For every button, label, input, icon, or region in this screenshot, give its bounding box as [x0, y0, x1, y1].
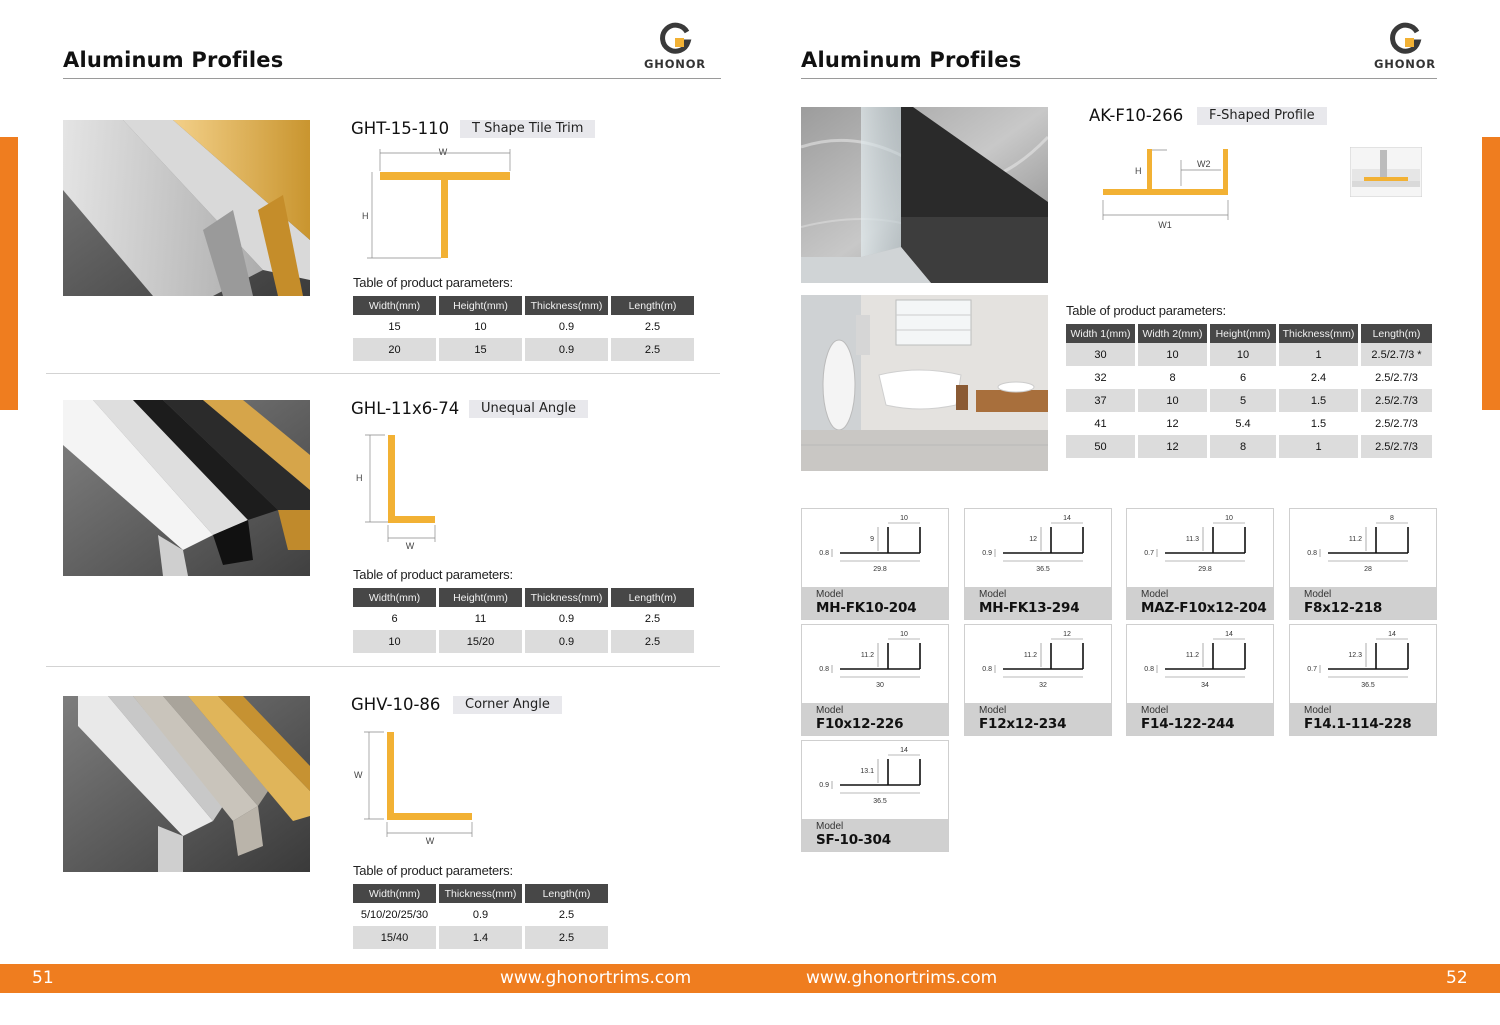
table-cell: 5.4 — [1235, 417, 1251, 430]
dim-w-horizontal-label: W — [425, 836, 435, 846]
col-header: Height(mm) — [439, 588, 522, 607]
dim-height: 11.3 — [1185, 536, 1199, 543]
table-row — [1066, 343, 1432, 366]
dim-w-label: W — [405, 541, 415, 551]
table-cell: 1 — [1279, 435, 1358, 458]
table-cell: 15 — [388, 320, 401, 333]
table-cell: 2.4 — [1310, 371, 1327, 384]
product-name-badge: T Shape Tile Trim — [460, 120, 595, 138]
dim-top: 14 — [1225, 631, 1233, 638]
table-row — [353, 315, 694, 338]
product-code: AK-F10-266 — [1089, 106, 1184, 125]
table-row — [1066, 412, 1432, 435]
dim-thickness: 0.8 — [1144, 666, 1154, 673]
table-label: Table of product parameters: — [1066, 303, 1226, 318]
right-page-number: 52 — [1446, 968, 1468, 988]
right-header-rule — [801, 78, 1437, 79]
dim-thickness: 0.7 — [1307, 666, 1317, 673]
table-row — [353, 926, 608, 949]
model-card — [1126, 508, 1274, 620]
product-code: GHV-10-86 — [351, 695, 441, 714]
left-logo — [640, 22, 710, 71]
section-divider — [46, 373, 720, 374]
left-edge-tab — [0, 137, 18, 410]
unequal-angle-photo — [63, 400, 310, 576]
model-card — [801, 508, 949, 620]
table-row — [1066, 435, 1432, 458]
profile-drawing — [802, 741, 948, 819]
table-cell: 8 — [1210, 435, 1276, 458]
model-footer — [802, 587, 948, 619]
product-name-badge: Unequal Angle — [469, 400, 588, 418]
model-card — [801, 624, 949, 736]
dim-width: 36.5 — [873, 798, 887, 805]
col-header: Thickness(mm) — [525, 296, 608, 315]
dim-height: 11.2 — [1348, 536, 1362, 543]
table-cell: 2.5 — [525, 926, 608, 949]
table-cell: 10 — [474, 320, 487, 333]
table-header-row — [353, 296, 694, 315]
dim-height: 12.3 — [1348, 652, 1362, 659]
right-edge-tab — [1482, 137, 1500, 410]
dim-top: 14 — [1388, 631, 1396, 638]
installation-section-diagram — [1350, 147, 1422, 197]
left-header-rule — [63, 78, 721, 79]
table-cell: 1 — [1279, 343, 1358, 366]
model-name: F14-122-244 — [1141, 716, 1235, 732]
table-cell: 2.5 — [611, 630, 694, 653]
model-name: F14.1-114-228 — [1304, 716, 1412, 732]
dim-top: 14 — [1063, 515, 1071, 522]
table-header-row — [1066, 324, 1432, 343]
table-label: Table of product parameters: — [353, 567, 513, 582]
dim-width: 30 — [876, 682, 884, 689]
model-name: F10x12-226 — [816, 716, 904, 732]
dim-h-label: H — [356, 473, 363, 483]
profile-drawing — [802, 625, 948, 703]
dim-thickness: 0.8 — [982, 666, 992, 673]
dim-height: 9 — [870, 536, 874, 543]
table-cell: 0.9 — [525, 630, 608, 653]
right-footer-url[interactable]: www.ghonortrims.com — [806, 968, 998, 988]
table-cell: 2.5/2.7/3 — [1375, 417, 1418, 430]
corner-angle-param-table — [350, 884, 611, 949]
left-page-title: Aluminum Profiles — [63, 48, 284, 72]
model-footer — [965, 587, 1111, 619]
table-cell: 15/40 — [353, 926, 436, 949]
model-label: Model — [1304, 705, 1332, 716]
model-label: Model — [816, 821, 844, 832]
profile-drawing — [1290, 625, 1436, 703]
col-header: Length(m) — [611, 296, 694, 315]
model-footer — [1127, 703, 1273, 735]
model-name: MAZ-F10x12-204 — [1141, 600, 1267, 616]
table-cell: 2.5 — [558, 908, 575, 921]
table-cell: 10 — [1138, 343, 1207, 366]
dim-width: 29.8 — [873, 566, 887, 573]
table-cell: 0.9 — [558, 612, 575, 625]
dim-thickness: 0.8 — [819, 666, 829, 673]
table-cell: 1.5 — [1310, 417, 1327, 430]
dim-thickness: 0.8 — [819, 550, 829, 557]
table-cell: 1.5 — [1279, 389, 1358, 412]
col-header: Length(m) — [611, 588, 694, 607]
model-label: Model — [979, 589, 1007, 600]
table-cell: 12 — [1138, 435, 1207, 458]
model-label: Model — [1304, 589, 1332, 600]
dim-thickness: 0.7 — [1144, 550, 1154, 557]
dim-top: 10 — [1225, 515, 1233, 522]
dim-top: 14 — [900, 747, 908, 754]
product-name-badge: F-Shaped Profile — [1197, 107, 1327, 125]
table-cell: 2.5/2.7/3 * — [1361, 343, 1432, 366]
dim-top: 8 — [1390, 515, 1394, 522]
t-shape-trim-photo — [63, 120, 310, 296]
model-label: Model — [816, 705, 844, 716]
table-cell: 5/10/20/25/30 — [360, 908, 429, 921]
model-name: SF-10-304 — [816, 832, 891, 848]
product-name-badge: Corner Angle — [453, 696, 562, 714]
table-label: Table of product parameters: — [353, 863, 513, 878]
table-cell: 12 — [1166, 417, 1179, 430]
col-header: Height(mm) — [439, 296, 522, 315]
table-cell: 8 — [1169, 371, 1176, 384]
model-card — [964, 624, 1112, 736]
glass-shower-profile-photo — [801, 107, 1048, 283]
table-row — [1066, 366, 1432, 389]
col-header: Width(mm) — [353, 588, 436, 607]
dim-thickness: 0.9 — [819, 782, 829, 789]
table-cell: 0.9 — [472, 908, 489, 921]
table-cell: 30 — [1066, 343, 1135, 366]
left-page-number: 51 — [32, 968, 54, 988]
col-header: Thickness(mm) — [439, 884, 522, 903]
col-header: Thickness(mm) — [1279, 324, 1358, 343]
bathroom-scene-photo — [801, 295, 1048, 471]
dim-width: 34 — [1201, 682, 1209, 689]
dim-width: 28 — [1364, 566, 1372, 573]
profile-drawing — [1290, 509, 1436, 587]
table-cell: 10 — [1210, 343, 1276, 366]
profile-drawing — [1127, 625, 1273, 703]
col-header: Width(mm) — [353, 296, 436, 315]
col-header: Width 1(mm) — [1066, 324, 1135, 343]
right-logo — [1370, 22, 1440, 71]
table-cell: 15 — [439, 338, 522, 361]
right-logo-text: GHONOR — [1374, 57, 1436, 71]
unequal-angle-diagram — [350, 430, 450, 554]
model-card — [1289, 624, 1437, 736]
table-cell: 2.5 — [611, 338, 694, 361]
table-cell: 2.5 — [644, 612, 661, 625]
model-label: Model — [1141, 589, 1169, 600]
profile-drawing — [1127, 509, 1273, 587]
f-shape-diagram — [1095, 140, 1235, 235]
dim-h-label: H — [1135, 166, 1142, 176]
t-shape-diagram — [355, 145, 525, 263]
table-cell: 15/20 — [439, 630, 522, 653]
model-name: F8x12-218 — [1304, 600, 1383, 616]
model-card — [1289, 508, 1437, 620]
dim-width: 36.5 — [1036, 566, 1050, 573]
table-header-row — [353, 588, 694, 607]
table-cell: 41 — [1094, 417, 1107, 430]
dim-top: 10 — [900, 515, 908, 522]
left-logo-text: GHONOR — [644, 57, 706, 71]
f-profile-param-table — [1063, 324, 1435, 458]
table-row — [1066, 389, 1432, 412]
dim-h-label: H — [362, 211, 369, 221]
col-header: Width 2(mm) — [1138, 324, 1207, 343]
dim-thickness: 0.9 — [982, 550, 992, 557]
right-page-title: Aluminum Profiles — [801, 48, 1022, 72]
col-header: Length(m) — [1361, 324, 1432, 343]
table-cell: 0.9 — [525, 338, 608, 361]
product-code: GHL-11x6-74 — [351, 399, 460, 418]
dim-height: 11.2 — [1023, 652, 1037, 659]
section-divider — [46, 666, 720, 667]
dim-height: 12 — [1029, 536, 1037, 543]
dim-height: 11.2 — [860, 652, 874, 659]
corner-angle-diagram — [350, 727, 480, 849]
table-row — [353, 630, 694, 653]
table-cell: 6 — [391, 612, 398, 625]
dim-w-vertical-label: W — [354, 770, 363, 780]
table-cell: 2.5/2.7/3 — [1361, 435, 1432, 458]
table-cell: 37 — [1066, 389, 1135, 412]
table-row — [353, 607, 694, 630]
dim-width: 32 — [1039, 682, 1047, 689]
table-header-row — [353, 884, 608, 903]
col-header: Length(m) — [525, 884, 608, 903]
table-cell: 32 — [1094, 371, 1107, 384]
left-footer-url[interactable]: www.ghonortrims.com — [500, 968, 692, 988]
table-cell: 10 — [1138, 389, 1207, 412]
table-cell: 1.4 — [439, 926, 522, 949]
model-label: Model — [1141, 705, 1169, 716]
profile-drawing — [965, 509, 1111, 587]
dim-w-label: W — [438, 147, 448, 157]
table-row — [353, 903, 608, 926]
ghonor-logo-icon — [1388, 22, 1422, 56]
table-cell: 2.5/2.7/3 — [1361, 389, 1432, 412]
profile-drawing — [965, 625, 1111, 703]
unequal-angle-param-table — [350, 588, 697, 653]
model-footer — [1290, 587, 1436, 619]
col-header: Width(mm) — [353, 884, 436, 903]
dim-height: 13.1 — [860, 768, 874, 775]
model-name: MH-FK10-204 — [816, 600, 917, 616]
model-footer — [1290, 703, 1436, 735]
table-cell: 2.5 — [644, 320, 661, 333]
model-footer — [1127, 587, 1273, 619]
table-cell: 50 — [1066, 435, 1135, 458]
table-cell: 11 — [474, 612, 487, 625]
table-cell: 2.5/2.7/3 — [1375, 371, 1418, 384]
table-row — [353, 338, 694, 361]
model-label: Model — [979, 705, 1007, 716]
table-label: Table of product parameters: — [353, 275, 513, 290]
model-name: F12x12-234 — [979, 716, 1067, 732]
table-cell: 0.9 — [558, 320, 575, 333]
model-footer — [802, 703, 948, 735]
dim-top: 10 — [900, 631, 908, 638]
model-card — [964, 508, 1112, 620]
table-cell: 6 — [1239, 371, 1247, 384]
col-header: Thickness(mm) — [525, 588, 608, 607]
model-footer — [802, 819, 948, 851]
footer-bar — [0, 964, 1500, 993]
model-card — [801, 740, 949, 852]
t-shape-param-table — [350, 296, 697, 361]
dim-w2-label: W2 — [1197, 159, 1211, 169]
product-code: GHT-15-110 — [351, 119, 450, 138]
ghonor-logo-icon — [658, 22, 692, 56]
dim-w1-label: W1 — [1158, 220, 1172, 230]
profile-drawing — [802, 509, 948, 587]
dim-top: 12 — [1063, 631, 1071, 638]
model-card — [1126, 624, 1274, 736]
model-label: Model — [816, 589, 844, 600]
dim-thickness: 0.8 — [1307, 550, 1317, 557]
corner-angle-photo — [63, 696, 310, 872]
table-cell: 10 — [353, 630, 436, 653]
dim-width: 29.8 — [1198, 566, 1212, 573]
table-cell: 20 — [353, 338, 436, 361]
col-header: Height(mm) — [1210, 324, 1276, 343]
dim-width: 36.5 — [1361, 682, 1375, 689]
model-footer — [965, 703, 1111, 735]
table-cell: 5 — [1210, 389, 1276, 412]
model-name: MH-FK13-294 — [979, 600, 1080, 616]
dim-height: 11.2 — [1185, 652, 1199, 659]
